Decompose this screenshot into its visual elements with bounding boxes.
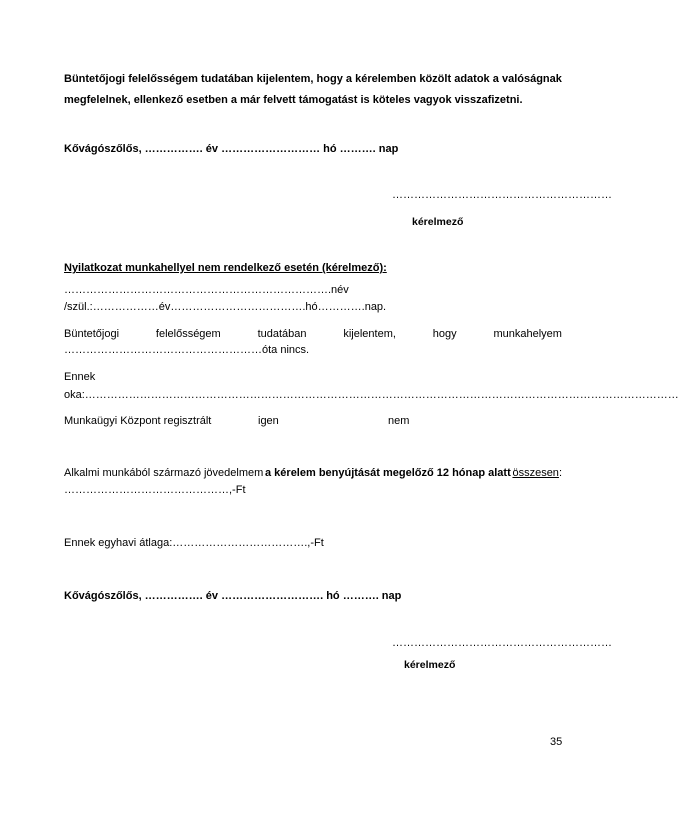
income-total: összesen xyxy=(512,467,559,479)
declaration-word: kijelentem, xyxy=(256,73,314,85)
option-yes: igen xyxy=(258,415,279,427)
declaration-word: felelősségem xyxy=(128,73,198,85)
statement-word: felelősségem xyxy=(155,328,221,340)
declaration-word: adatok xyxy=(454,73,490,85)
signature-label: kérelmező xyxy=(412,216,464,228)
declaration-word: a xyxy=(492,73,499,85)
place-date-line-2: Kővágószőlős, ……………. év ………………………. hó ………. nap xyxy=(64,590,402,602)
birth-field-line: /szül.:………………év……………………………….hó………….nap. xyxy=(64,301,387,313)
income-colon: : xyxy=(558,467,562,479)
income-total-wrap xyxy=(512,467,562,479)
statement-word: hogy xyxy=(432,328,457,340)
declaration-word: a xyxy=(345,73,353,85)
income-intro: Alkalmi munkából származó jövedelmem xyxy=(64,467,264,479)
signature-dots-2: …………………………………………………… xyxy=(392,637,612,649)
income-period: a kérelem benyújtását megelőző 12 hónap alatt xyxy=(265,467,511,479)
page-number: 35 xyxy=(550,736,563,748)
statement-word: kijelentem, xyxy=(343,328,396,340)
declaration-word: kérelemben xyxy=(355,73,417,85)
section-heading: Nyilatkozat munkahellyel nem rendelkező esetén (kérelmező): xyxy=(64,262,387,274)
statement-line-2: ………………………………………………óta nincs. xyxy=(64,344,310,356)
signature-dots: …………………………………………………… xyxy=(392,189,612,201)
declaration-line-2: megfelelnek, ellenkező esetben a már felvett támogatást is köteles vagyok visszafizetni. xyxy=(64,94,523,106)
declaration-word: közölt xyxy=(419,73,452,85)
name-field-line: ……………………………………………………………….név xyxy=(64,284,349,296)
signature-label-2: kérelmező xyxy=(404,659,456,671)
statement-word: munkahelyem xyxy=(493,328,562,340)
statement-word: Büntetőjogi xyxy=(64,328,120,340)
statement-line-1 xyxy=(64,328,562,340)
declaration-word: hogy xyxy=(316,73,343,85)
income-line-1 xyxy=(64,467,562,479)
monthly-average-line: Ennek egyhavi átlaga:……………………………….,-Ft xyxy=(64,537,324,549)
statement-word: tudatában xyxy=(257,328,307,340)
labor-center-label: Munkaügyi Központ regisztrált xyxy=(64,415,212,427)
reason-label: Ennek xyxy=(64,371,96,383)
reason-field-line: oka:……………………………………………………………………………………………………………………………………………… xyxy=(64,389,679,401)
declaration-word: valóságnak xyxy=(501,73,562,85)
declaration-word: tudatában xyxy=(200,73,254,85)
option-no: nem xyxy=(388,415,410,427)
income-line-2: ………………………………………,-Ft xyxy=(64,484,246,496)
declaration-word: Büntetőjogi xyxy=(64,73,126,85)
declaration-line-1 xyxy=(64,73,562,85)
place-date-line: Kővágószőlős, ……………. év ……………………… hó ………. nap xyxy=(64,143,399,155)
